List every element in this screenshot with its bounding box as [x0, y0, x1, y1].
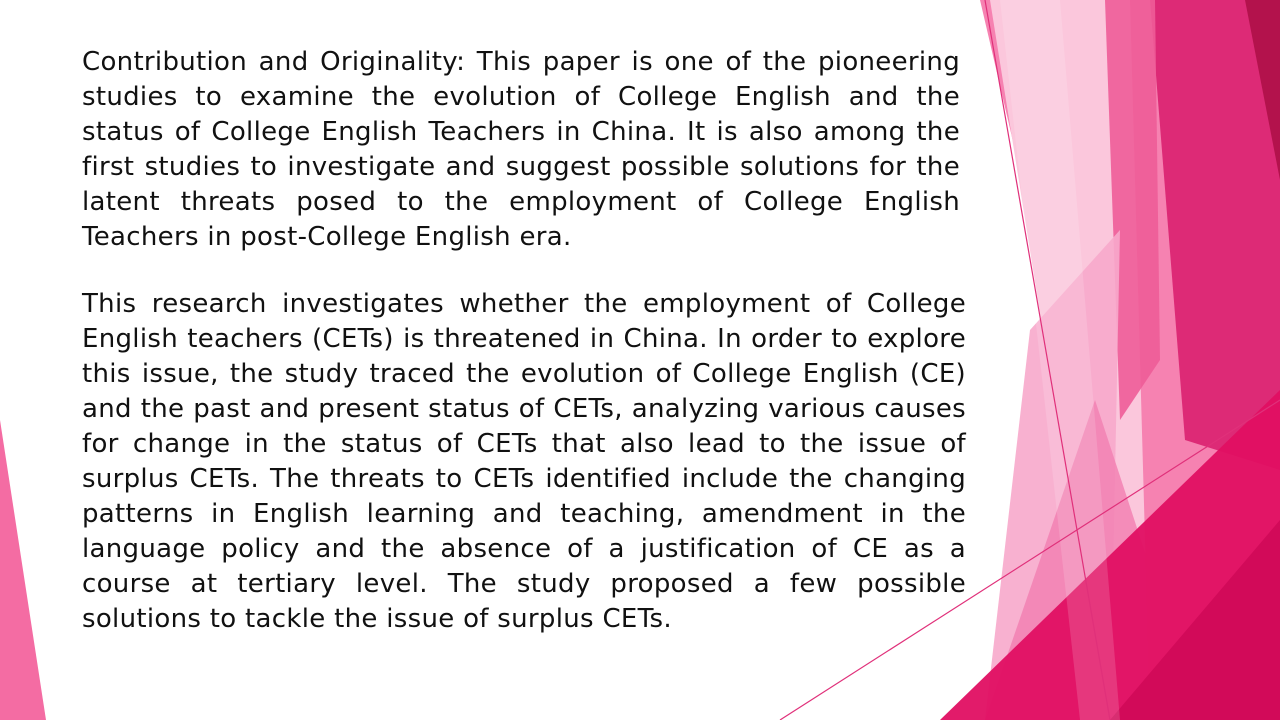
left-edge-accent — [0, 420, 46, 720]
research-summary-paragraph: This research investigates whether the employment of College English teachers (CETs) is threatened in China. In order to explore this issue, the study traced the evolution of College English (CE) and the past and present status of CETs, analyzing various causes for change in the status of CETs that also lead to the issue of surplus CETs. The threats to CETs identified include the changing patterns in English learning and teaching, amendment in the language policy and the absence of a justification of CE as a course at tertiary level. The study proposed a few possible solutions to tackle the issue of surplus CETs. — [82, 289, 966, 634]
contribution-paragraph: Contribution and Originality: This paper is one of the pioneering studies to examine the evolution of College English and the status of College English Teachers in China. It is also among the first studies to investigate and suggest possible solutions for the latent threats posed to the employment of College English Teachers in post-College English era. — [82, 47, 960, 252]
